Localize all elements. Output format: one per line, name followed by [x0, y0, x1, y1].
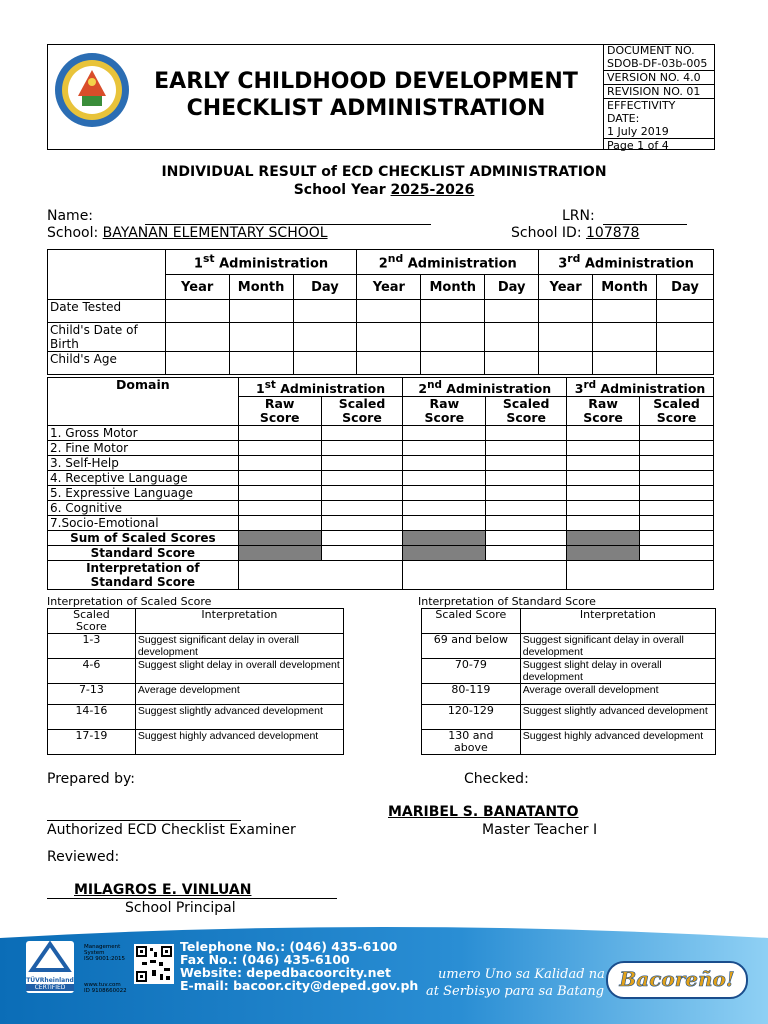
input-cell[interactable]: [293, 352, 357, 375]
input-cell[interactable]: [593, 300, 657, 323]
input-cell[interactable]: [403, 486, 486, 501]
table-row: [422, 730, 716, 755]
input-cell[interactable]: [657, 352, 714, 375]
table-row: [48, 426, 714, 441]
domain-self-help: 3. Self-Help: [48, 456, 239, 471]
input-cell[interactable]: [238, 456, 321, 471]
domain-expressive-language: 5. Expressive Language: [48, 486, 239, 501]
input-cell[interactable]: [657, 300, 714, 323]
principal-signature-line: [47, 898, 337, 899]
input-cell[interactable]: [293, 323, 357, 352]
input-cell[interactable]: [539, 323, 593, 352]
administration-dates-table: [47, 249, 714, 375]
scaled-score-interpretation-table: [47, 608, 344, 755]
score-range: 70-79: [422, 659, 521, 684]
table-row: [48, 561, 714, 590]
input-cell[interactable]: [593, 323, 657, 352]
input-cell[interactable]: [640, 471, 714, 486]
cert-line: ISO 9001:2015: [84, 956, 126, 962]
input-cell[interactable]: [357, 300, 421, 323]
score-range: 14-16: [48, 705, 136, 730]
table-row: [48, 659, 344, 684]
table-row: [422, 705, 716, 730]
standard-interp-caption: Interpretation of Standard Score: [418, 595, 596, 608]
input-cell[interactable]: [486, 441, 567, 456]
input-cell[interactable]: [238, 426, 321, 441]
input-cell[interactable]: [421, 352, 485, 375]
input-cell[interactable]: [229, 352, 293, 375]
input-cell[interactable]: [486, 486, 567, 501]
table-row: [48, 516, 714, 531]
input-cell[interactable]: [485, 323, 539, 352]
raw-score-header: Raw Score: [567, 397, 640, 426]
checker-role: Master Teacher I: [482, 822, 598, 838]
table-row: [48, 471, 714, 486]
input-cell[interactable]: [593, 352, 657, 375]
domain-receptive-language: 4. Receptive Language: [48, 471, 239, 486]
doc-info-line: VERSION NO. 4.0: [604, 71, 715, 85]
col-year: Year: [539, 275, 593, 300]
table-row: [422, 659, 716, 684]
input-cell[interactable]: [357, 323, 421, 352]
score-range: 4-6: [48, 659, 136, 684]
input-cell[interactable]: [485, 352, 539, 375]
cert-line: ID 9108660022: [84, 988, 127, 994]
col-year: Year: [357, 275, 421, 300]
col-month: Month: [593, 275, 657, 300]
input-cell[interactable]: [657, 323, 714, 352]
col-year: Year: [165, 275, 229, 300]
score-range: 120-129: [422, 705, 521, 730]
table-row: [422, 634, 716, 659]
score-range: 80-119: [422, 684, 521, 705]
input-cell[interactable]: [640, 546, 714, 561]
input-cell[interactable]: [640, 456, 714, 471]
input-cell[interactable]: [486, 456, 567, 471]
input-cell[interactable]: [403, 426, 486, 441]
input-cell[interactable]: [640, 486, 714, 501]
telephone-text: Telephone No.: (046) 435-6100: [180, 939, 398, 954]
cert-line: www.tuv.com: [84, 982, 121, 988]
input-cell[interactable]: [486, 516, 567, 531]
scaled-score-header: Scaled Score: [321, 397, 403, 426]
scaled-score-header: Scaled Score: [640, 397, 714, 426]
interpretation-text: Suggest slightly advanced development: [135, 705, 343, 730]
input-cell[interactable]: [485, 300, 539, 323]
shaded-cell: [403, 546, 486, 561]
domain-scores-table: [47, 377, 714, 590]
document-info-box: [603, 44, 715, 150]
input-cell[interactable]: [567, 516, 640, 531]
input-cell[interactable]: [321, 456, 403, 471]
tuv-logo-icon: [26, 941, 74, 973]
score-range: 17-19: [48, 730, 136, 755]
input-cell[interactable]: [238, 441, 321, 456]
input-cell[interactable]: [403, 561, 567, 590]
score-range: 1-3: [48, 634, 136, 659]
input-cell[interactable]: [238, 561, 403, 590]
input-cell[interactable]: [165, 323, 229, 352]
sum-of-scaled-scores-label: Sum of Scaled Scores: [48, 531, 239, 546]
scaled-score-header: Scaled Score: [486, 397, 567, 426]
motto-line: at Serbisyo para sa Batang: [426, 984, 605, 999]
doc-info-line: EFFECTIVITY: [607, 99, 676, 112]
standard-score-interpretation-table: [421, 608, 716, 755]
shaded-cell: [238, 531, 321, 546]
division-seal-logo: [54, 52, 130, 128]
email-link[interactable]: E-mail: bacoor.city@deped.gov.ph: [180, 978, 419, 993]
empty-corner-cell: [48, 250, 166, 300]
interpretation-text: Average development: [135, 684, 343, 705]
interpretation-standard-score-label: Interpretation of Standard Score: [48, 561, 239, 590]
input-cell[interactable]: [238, 501, 321, 516]
input-cell[interactable]: [321, 531, 403, 546]
input-cell[interactable]: [403, 516, 486, 531]
input-cell[interactable]: [165, 352, 229, 375]
form-title: [136, 68, 596, 122]
input-cell[interactable]: [567, 486, 640, 501]
interpretation-text: Suggest slight delay in overall development: [520, 659, 715, 684]
checker-name: MARIBEL S. BANATANTO: [388, 804, 579, 820]
interpretation-header: Interpretation: [135, 609, 343, 634]
motto-line: umero Uno sa Kalidad na: [438, 967, 605, 982]
doc-info-line: DOCUMENT NO.: [607, 44, 695, 57]
input-cell[interactable]: [321, 441, 403, 456]
domain-fine-motor: 2. Fine Motor: [48, 441, 239, 456]
input-cell[interactable]: [321, 426, 403, 441]
input-cell[interactable]: [567, 441, 640, 456]
input-cell[interactable]: [229, 300, 293, 323]
admin-3-header: 3rd Administration: [567, 378, 714, 397]
cert-line: System: [84, 950, 105, 956]
table-row: [48, 546, 714, 561]
tuv-brand: TÜVRheinland: [26, 977, 74, 984]
bacoreno-logo: [606, 961, 748, 999]
tuv-certification-badge: [26, 941, 74, 993]
name-label: Name:: [47, 208, 94, 224]
shaded-cell: [238, 546, 321, 561]
reviewed-label: Reviewed:: [47, 849, 120, 865]
school-value: BAYANAN ELEMENTARY SCHOOL: [102, 225, 328, 241]
scaled-score-header: Scaled Score: [48, 609, 136, 634]
col-day: Day: [293, 275, 357, 300]
table-row: [48, 300, 714, 323]
raw-score-header: Raw Score: [403, 397, 486, 426]
input-cell[interactable]: [486, 426, 567, 441]
school-year-label: School Year: [293, 182, 386, 198]
admin-2-header: 2nd Administration: [403, 378, 567, 397]
examiner-signature-line[interactable]: [47, 820, 241, 821]
input-cell[interactable]: [486, 501, 567, 516]
qr-code-icon: [134, 944, 174, 984]
table-row: [48, 352, 714, 375]
input-cell[interactable]: [357, 352, 421, 375]
checked-label: Checked:: [464, 771, 529, 787]
table-row: [48, 323, 714, 352]
table-row: [48, 684, 344, 705]
domain-gross-motor: 1. Gross Motor: [48, 426, 239, 441]
bacoreno-brand-text: Bacoreño!: [619, 967, 735, 991]
input-cell[interactable]: [640, 516, 714, 531]
table-row: [48, 634, 344, 659]
interpretation-text: Suggest highly advanced development: [520, 730, 715, 755]
input-cell[interactable]: [567, 561, 714, 590]
col-day: Day: [485, 275, 539, 300]
input-cell[interactable]: [567, 426, 640, 441]
input-cell[interactable]: [403, 456, 486, 471]
row-label-date-of-birth: Child's Date of Birth: [48, 323, 166, 352]
school-year-value: 2025-2026: [390, 182, 475, 198]
input-cell[interactable]: [321, 471, 403, 486]
table-row: [48, 456, 714, 471]
table-row: [48, 501, 714, 516]
contact-info: [180, 940, 418, 992]
interpretation-text: Suggest significant delay in overall development: [520, 634, 715, 659]
input-cell[interactable]: [539, 300, 593, 323]
input-cell[interactable]: [640, 426, 714, 441]
title-line-1: EARLY CHILDHOOD DEVELOPMENT: [154, 69, 578, 94]
doc-info-line: DATE:: [607, 112, 640, 125]
interpretation-text: Suggest slight delay in overall development: [135, 659, 343, 684]
doc-info-line: 1 July 2019: [604, 125, 715, 139]
interpretation-text: Average overall development: [520, 684, 715, 705]
admin-1-header: 1st Administration: [238, 378, 403, 397]
scaled-interp-caption: Interpretation of Scaled Score: [47, 595, 212, 608]
examiner-role: Authorized ECD Checklist Examiner: [47, 822, 296, 838]
input-cell[interactable]: [486, 546, 567, 561]
doc-info-line: Page 1 of 4: [607, 139, 669, 152]
input-cell[interactable]: [640, 441, 714, 456]
domain-socio-emotional: 7.Socio-Emotional: [48, 516, 239, 531]
score-range: 130 and above: [422, 730, 521, 755]
table-row: [422, 684, 716, 705]
school-id-label: School ID:: [511, 225, 582, 241]
col-month: Month: [229, 275, 293, 300]
table-row: [48, 730, 344, 755]
input-cell[interactable]: [403, 471, 486, 486]
admin-2-header: 2nd Administration: [357, 250, 539, 275]
input-cell[interactable]: [486, 531, 567, 546]
subtitle-line: INDIVIDUAL RESULT of ECD CHECKLIST ADMINISTRATION: [161, 164, 607, 180]
input-cell[interactable]: [486, 471, 567, 486]
input-cell[interactable]: [539, 352, 593, 375]
input-cell[interactable]: [165, 300, 229, 323]
col-month: Month: [421, 275, 485, 300]
domain-header: Domain: [48, 378, 239, 426]
input-cell[interactable]: [421, 323, 485, 352]
raw-score-header: Raw Score: [238, 397, 321, 426]
cert-line: Management: [84, 944, 121, 950]
input-cell[interactable]: [567, 471, 640, 486]
interpretation-text: Suggest highly advanced development: [135, 730, 343, 755]
input-cell[interactable]: [640, 501, 714, 516]
score-range: 7-13: [48, 684, 136, 705]
principal-role: School Principal: [125, 900, 236, 916]
lrn-label: LRN:: [562, 208, 595, 224]
doc-info-line: SDOB-DF-03b-005: [604, 57, 715, 71]
input-cell[interactable]: [403, 441, 486, 456]
table-row: [48, 486, 714, 501]
interpretation-text: Suggest significant delay in overall development: [135, 634, 343, 659]
input-cell[interactable]: [321, 546, 403, 561]
input-cell[interactable]: [238, 471, 321, 486]
input-cell[interactable]: [567, 501, 640, 516]
input-cell[interactable]: [321, 486, 403, 501]
table-row: [48, 441, 714, 456]
interpretation-text: Suggest slightly advanced development: [520, 705, 715, 730]
shaded-cell: [567, 531, 640, 546]
input-cell[interactable]: [293, 300, 357, 323]
motto-text: [426, 966, 605, 1000]
input-cell[interactable]: [640, 531, 714, 546]
fax-text: Fax No.: (046) 435-6100: [180, 952, 350, 967]
prepared-by-label: Prepared by:: [47, 771, 135, 787]
standard-score-label: Standard Score: [48, 546, 239, 561]
result-subtitle: [47, 163, 721, 199]
management-system-text: [84, 944, 132, 994]
principal-name: MILAGROS E. VINLUAN: [74, 882, 252, 898]
table-row: [48, 705, 344, 730]
shaded-cell: [403, 531, 486, 546]
input-cell[interactable]: [321, 501, 403, 516]
admin-3-header: 3rd Administration: [539, 250, 714, 275]
input-cell[interactable]: [421, 300, 485, 323]
interpretation-header: Interpretation: [520, 609, 715, 634]
shaded-cell: [567, 546, 640, 561]
input-cell[interactable]: [321, 516, 403, 531]
doc-info-line: REVISION NO. 01: [604, 85, 715, 99]
admin-1-header: 1st Administration: [165, 250, 357, 275]
col-day: Day: [657, 275, 714, 300]
domain-cognitive: 6. Cognitive: [48, 501, 239, 516]
table-row: [48, 531, 714, 546]
input-cell[interactable]: [238, 486, 321, 501]
score-range: 69 and below: [422, 634, 521, 659]
website-link[interactable]: Website: depedbacoorcity.net: [180, 965, 391, 980]
row-label-childs-age: Child's Age: [48, 352, 166, 375]
school-label: School:: [47, 225, 99, 241]
input-cell[interactable]: [238, 516, 321, 531]
row-label-date-tested: Date Tested: [48, 300, 166, 323]
input-cell[interactable]: [229, 323, 293, 352]
input-cell[interactable]: [403, 501, 486, 516]
input-cell[interactable]: [567, 456, 640, 471]
tuv-certified-label: CERTIFIED: [26, 984, 74, 991]
title-line-2: CHECKLIST ADMINISTRATION: [186, 96, 546, 121]
scaled-score-header: Scaled Score: [422, 609, 521, 634]
school-id-value: 107878: [586, 225, 640, 241]
